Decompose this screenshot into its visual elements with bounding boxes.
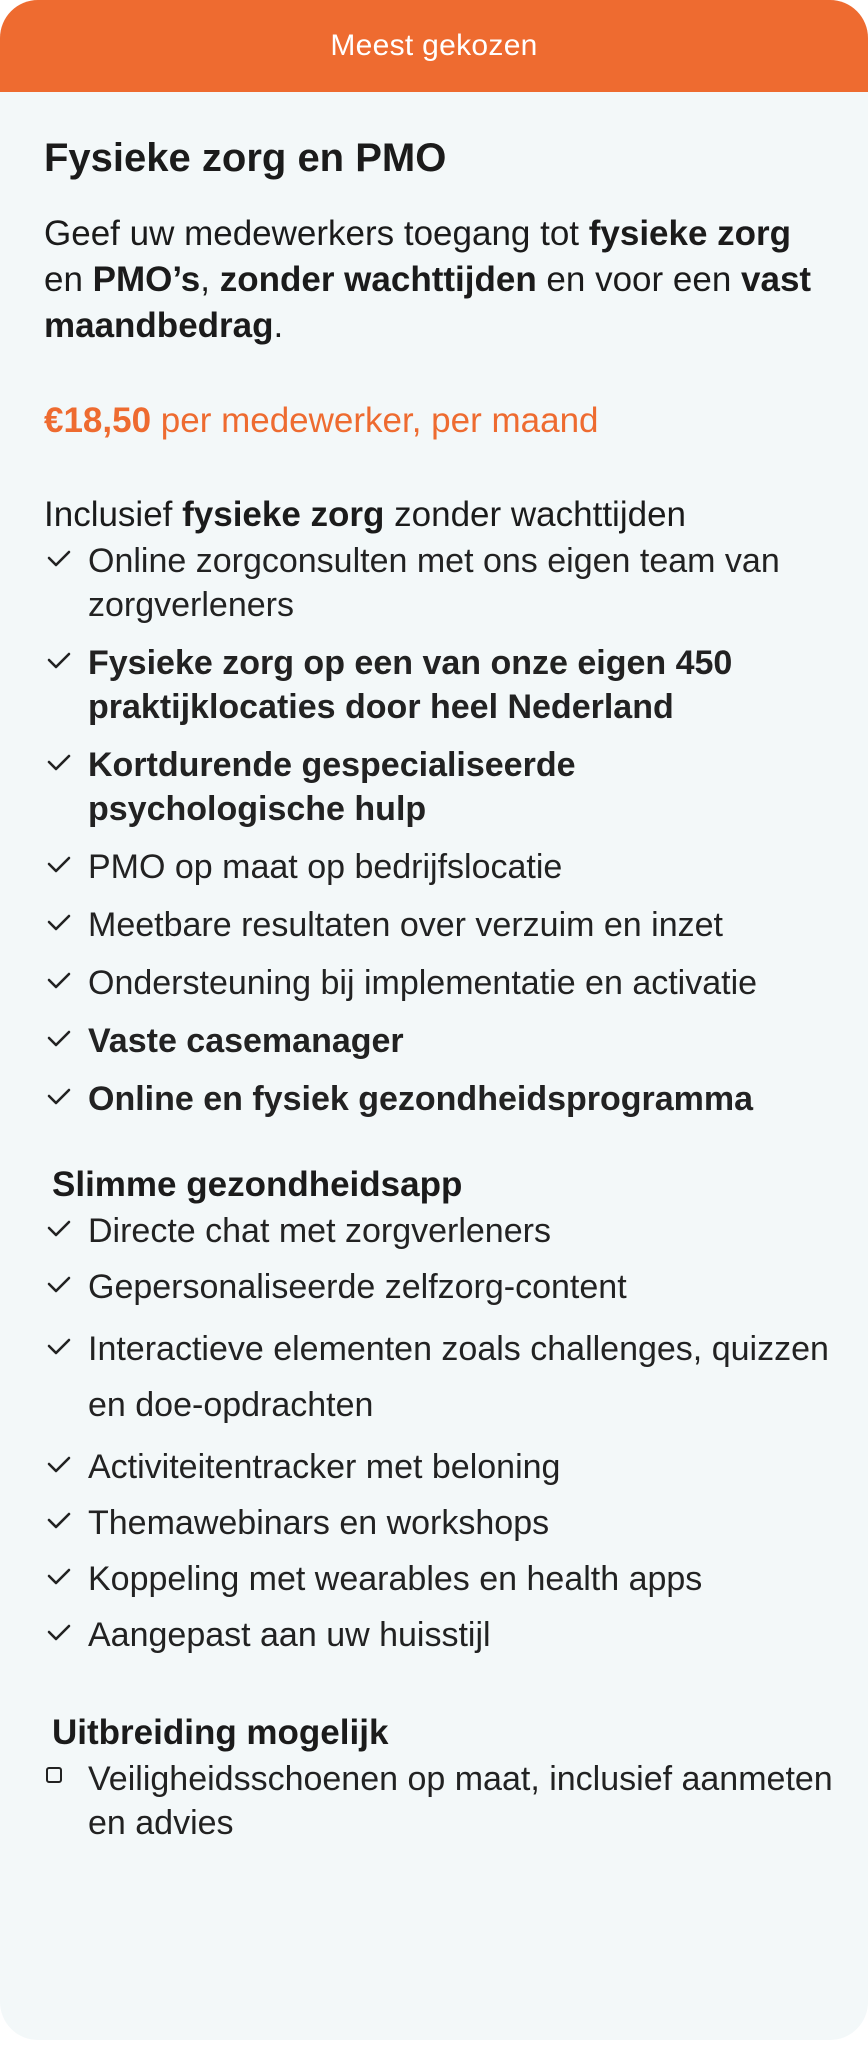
extension-option-label: Veiligheidsschoenen op maat, inclusief aanmeten en advies [88, 1760, 833, 1842]
desc-text: en voor een [536, 260, 742, 299]
section-app-title: Slimme gezondheidsapp [52, 1165, 463, 1204]
check-icon [46, 1269, 72, 1299]
feature-item [44, 1445, 838, 1489]
feature-text: Online zorgconsulten met ons eigen team van zorgverleners [88, 542, 780, 624]
check-icon [46, 747, 72, 777]
desc-text: , [200, 260, 220, 299]
section-title-bold: fysieke zorg [182, 495, 385, 534]
feature-text: Ondersteuning bij implementatie en activatie [88, 964, 758, 1002]
feature-text: Koppeling met wearables en health apps [88, 1560, 703, 1598]
feature-text: Vaste casemanager [88, 1022, 404, 1060]
desc-bold: vast maandbedrag [44, 260, 812, 345]
extension-option[interactable] [44, 1757, 838, 1845]
feature-item [44, 845, 838, 889]
check-icon [46, 965, 72, 995]
feature-text: Online en fysiek gezondheidsprogramma [88, 1080, 754, 1118]
desc-bold: fysieke zorg [588, 214, 792, 253]
check-icon [46, 1505, 72, 1535]
check-icon [46, 907, 72, 937]
check-icon [46, 849, 72, 879]
feature-item [44, 1019, 838, 1063]
check-icon [46, 1331, 72, 1361]
feature-item [44, 641, 838, 729]
most-chosen-banner [0, 0, 868, 92]
feature-item [44, 1321, 838, 1433]
feature-item [44, 1557, 838, 1601]
feature-item [44, 539, 838, 627]
feature-list-physical-care [44, 539, 838, 1121]
price-unit: per medewerker, per maand [151, 401, 599, 440]
plan-title: Fysieke zorg en PMO [44, 136, 447, 180]
check-icon [46, 543, 72, 573]
checkbox-icon[interactable] [46, 1767, 62, 1783]
feature-item [44, 1265, 838, 1309]
feature-text: Gepersonaliseerde zelfzorg-content [88, 1268, 627, 1306]
check-icon [46, 1213, 72, 1243]
feature-text: Themawebinars en workshops [88, 1504, 550, 1542]
desc-bold: PMO’s [92, 260, 201, 299]
plan-description [44, 211, 838, 349]
section-title-prefix: Inclusief [44, 495, 183, 534]
feature-text: Interactieve elementen zoals challenges, quizzen en doe-opdrachten [88, 1330, 829, 1424]
feature-item [44, 743, 838, 831]
check-icon [46, 1081, 72, 1111]
check-icon [46, 1617, 72, 1647]
price [44, 401, 838, 441]
feature-text: PMO op maat op bedrijfslocatie [88, 848, 563, 886]
extension-options [44, 1757, 838, 1845]
desc-text: . [273, 306, 284, 345]
check-icon [46, 1449, 72, 1479]
desc-bold: zonder wachttijden [219, 260, 537, 299]
feature-item [44, 1613, 838, 1657]
feature-item [44, 1209, 838, 1253]
feature-text: Directe chat met zorgverleners [88, 1212, 551, 1250]
feature-list-app [44, 1209, 838, 1657]
section-title-suffix: zonder wachttijden [384, 495, 687, 534]
feature-item [44, 961, 838, 1005]
feature-text: Meetbare resultaten over verzuim en inzet [88, 906, 723, 944]
feature-text: Fysieke zorg op een van onze eigen 450 praktijklocaties door heel Nederland [88, 644, 733, 726]
feature-item [44, 903, 838, 947]
card-content [44, 92, 838, 1859]
banner-label: Meest gekozen [330, 29, 538, 62]
feature-item [44, 1501, 838, 1545]
price-amount: €18,50 [44, 401, 152, 440]
section-extension-title: Uitbreiding mogelijk [52, 1713, 389, 1752]
desc-text: en [44, 260, 93, 299]
desc-text: Geef uw medewerkers toegang tot [44, 214, 589, 253]
feature-text: Kortdurende gespecialiseerde psychologische hulp [88, 746, 576, 828]
check-icon [46, 645, 72, 675]
section-physical-care-title [44, 495, 838, 535]
check-icon [46, 1561, 72, 1591]
feature-item [44, 1077, 838, 1121]
feature-text: Activiteitentracker met beloning [88, 1448, 561, 1486]
check-icon [46, 1023, 72, 1053]
feature-text: Aangepast aan uw huisstijl [88, 1616, 491, 1654]
